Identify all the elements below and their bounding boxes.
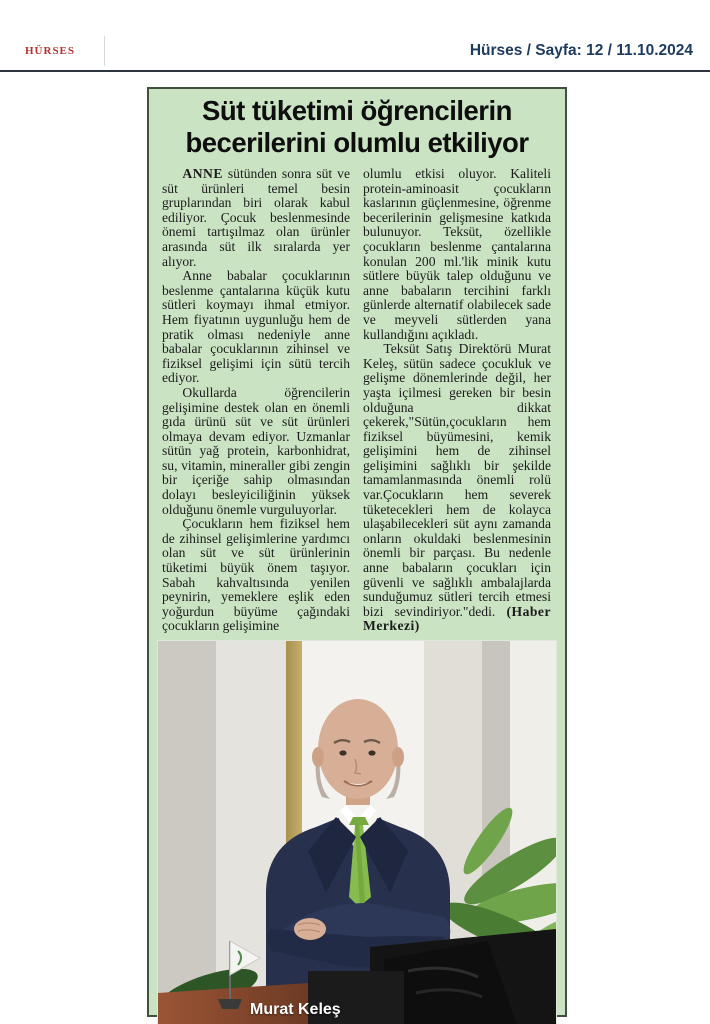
article-photo	[157, 640, 557, 1024]
article-title	[153, 95, 561, 159]
page-header	[0, 0, 710, 71]
header-rule	[0, 70, 710, 72]
article-column-right	[363, 167, 551, 634]
article-title-line1: Süt tüketimi öğrencilerin	[202, 95, 512, 126]
article-paragraph: olumlu etkisi oluyor. Kaliteli protein-aminoasit çocukların kaslarının güçlenmesine, öğrenme becerilerinin gelişmesine katkıda bulunuyor. Teksüt, özellikle çocukların beslenme çantalarına konulan 200 ml.'lik minik kutu sütlere büyük talep olduğunu ve anne babaların tercihini farklı günlerde alternatif olabilecek sade ve meyveli sütlerden yana kullandığını açıkladı.	[363, 166, 551, 342]
article-paragraph: Teksüt Satış Direktörü Murat Keleş, sütün sadece çocukluk ve gelişme dönemlerinde değil, her yaşta içilmesi gereken bir besin olduğuna dikkat çekerek,"Sütün,çocukların hem fiziksel büyümesini, kemik gelişimini hem de zihinsel gelişimini sağlıklı bir şekilde tamamlanmasında önemli rolü var.Çocukların hem severek tüketecekleri hem de kolayca ulaşabilecekleri süt aynı zamanda onların okuldaki beslenmesinin önemli bir parçası. Bu nedenle anne babaların çocukları için güvenli ve sağlıklı ambalajlarda sunduğumuz sütleri tercih etmesi bizi sevindiriyor."dedi. (Haber Merkezi)	[363, 341, 551, 634]
article-paragraph: ANNE sütünden sonra süt ve süt ürünleri temel besin gruplarından biri olarak kabul ediliyor. Çocuk beslenmesinde önemi tartışılmaz olan ürünler arasında süt ilk sıralarda yer alıyor.	[162, 166, 350, 269]
page-info: Hürses / Sayfa: 12 / 11.10.2024	[469, 42, 693, 59]
article-title-line2: becerilerini olumlu etkiliyor	[185, 127, 529, 158]
article-photo-illustration	[158, 641, 556, 1024]
logo-divider	[104, 36, 105, 66]
photo-caption: Murat Keleş	[250, 1001, 341, 1018]
article-paragraph: Çocukların hem fiziksel hem de zihinsel gelişimlerine yardımcı olan süt ve süt ürünlerinin tüketimi büyük önem taşıyor. Sabah kahvaltısında yenilen peynirin, yemeklere eşlik eden yoğurdun büyüme çağındaki çocukların gelişimine	[162, 516, 350, 634]
article-container	[147, 87, 567, 1017]
article-paragraph: Anne babalar çocuklarının beslenme çantalarına küçük kutu sütleri koymayı ihmal etmiyor. Hem fiyatının uygunluğu hem de pratik olması nedeniyle anne babalar çocuklarının zihinsel ve fiziksel gelişimi için sütü tercih ediyor.	[162, 268, 350, 386]
article-body	[149, 159, 565, 634]
article-column-left	[162, 167, 350, 634]
newspaper-logo: HÜRSES	[25, 45, 76, 57]
article-paragraph: Okullarda öğrencilerin gelişimine destek olan en önemli gıda ürünü süt ve süt ürünleri olmaya devam ediyor. Uzmanlar sütün yağ protein, karbonhidrat, su, vitamin, mineraller gibi zengin bir içeriğe sahip olmasından dolayı besleyiciliğinin yüksek olduğunu önemle vurguluyorlar.	[162, 384, 350, 517]
